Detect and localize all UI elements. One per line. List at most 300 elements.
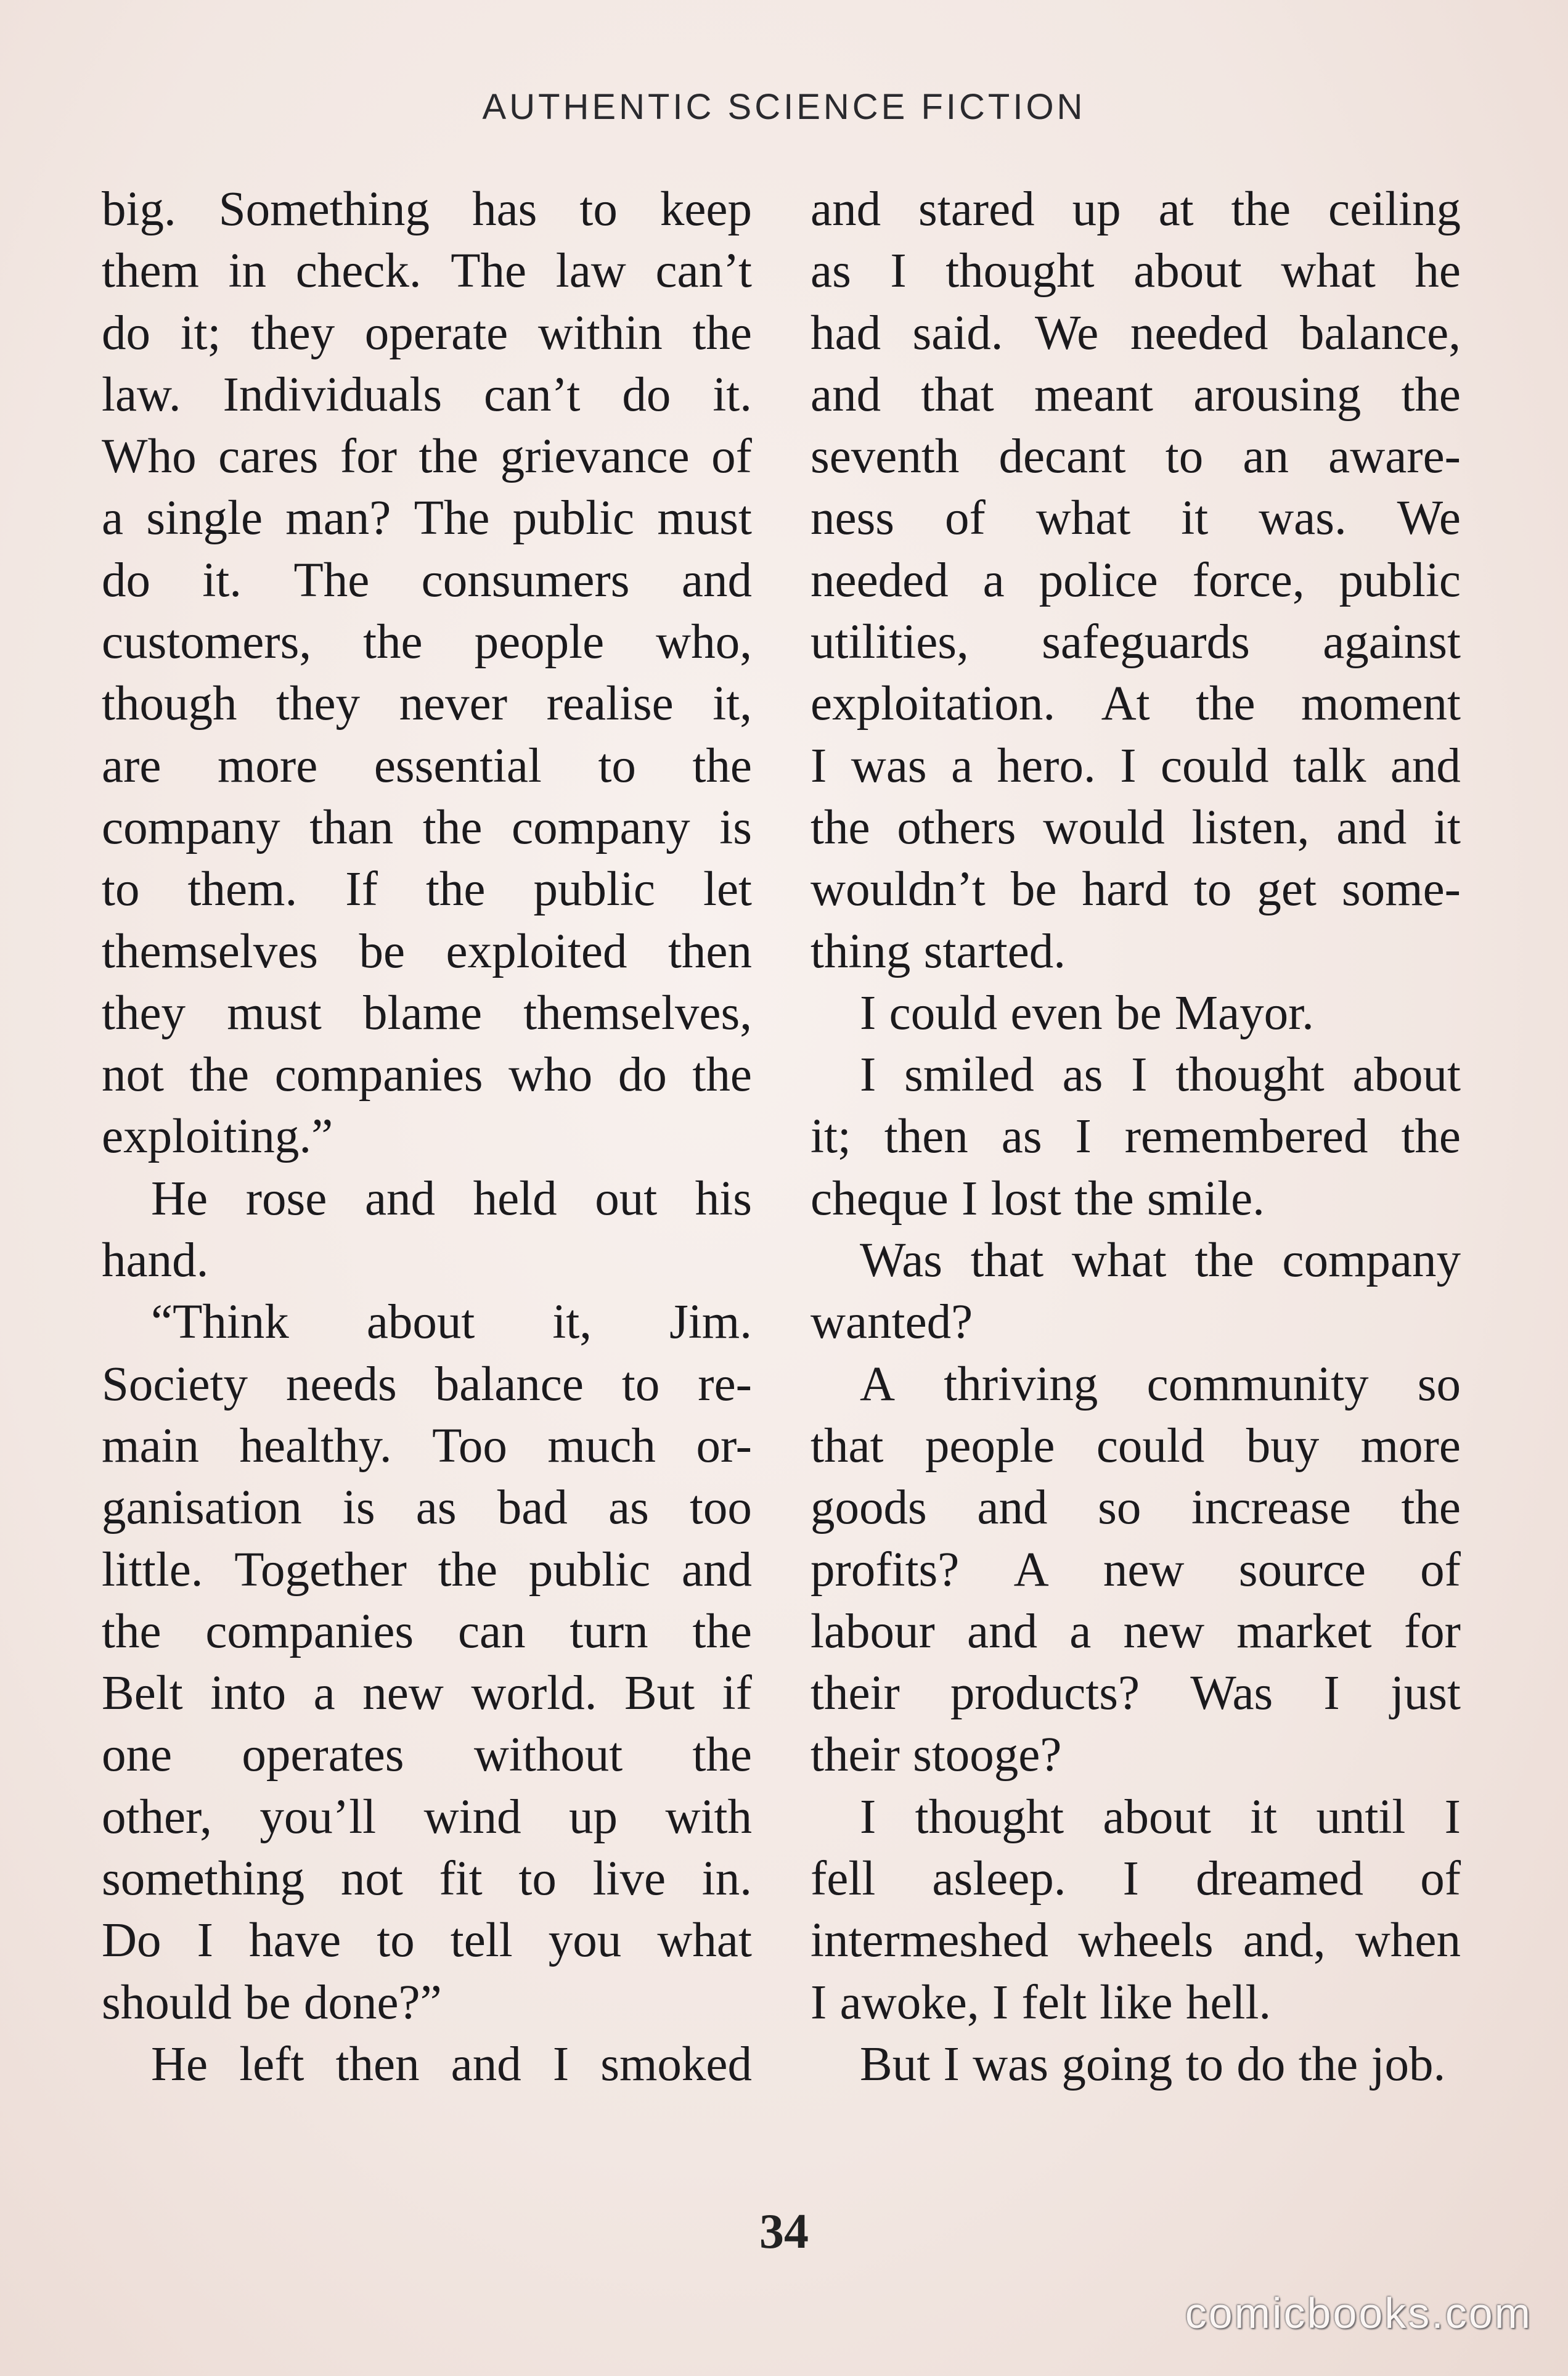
word: main — [102, 1419, 199, 1473]
word: is — [719, 800, 752, 854]
word: smiled — [904, 1048, 1034, 1102]
word: the — [1194, 1234, 1254, 1288]
word: a — [951, 739, 973, 793]
word: the — [1401, 1481, 1461, 1535]
word: products? — [950, 1666, 1140, 1721]
word: Individuals — [223, 367, 443, 422]
word: so — [1417, 1357, 1461, 1411]
word: tell — [450, 1914, 513, 1968]
word: the — [692, 306, 752, 360]
word: must — [657, 491, 752, 546]
word: the — [1231, 182, 1291, 236]
word: said. — [912, 306, 1003, 360]
word: about — [1133, 244, 1242, 298]
word: the — [1298, 2037, 1358, 2091]
word: healthy. — [239, 1419, 392, 1473]
word: companies — [205, 1604, 414, 1658]
word: hard — [1082, 862, 1169, 917]
text-line — [811, 1910, 1461, 1972]
word: remembered — [1124, 1110, 1368, 1164]
word: he — [1415, 244, 1461, 298]
word: the — [1196, 677, 1256, 731]
word: I — [860, 1790, 876, 1844]
text-line — [102, 859, 752, 920]
word: was. — [1259, 491, 1347, 546]
word: Mayor. — [1174, 986, 1314, 1040]
word: wheels — [1078, 1914, 1214, 1968]
word: about — [366, 1295, 475, 1350]
word: talk — [1292, 739, 1366, 793]
word: can’t — [655, 244, 752, 298]
text-line — [811, 2034, 1461, 2095]
text-line — [102, 303, 752, 364]
word: it — [1250, 1790, 1278, 1844]
word: going — [1061, 2037, 1173, 2091]
word: “Think — [151, 1295, 289, 1350]
word: until — [1316, 1790, 1406, 1844]
site-watermark: comicbooks.com — [1185, 2289, 1532, 2337]
word: cheque — [811, 1171, 949, 1226]
word: though — [102, 677, 237, 731]
left-text-column — [102, 179, 752, 2095]
word: to — [598, 739, 636, 793]
word: it, — [552, 1295, 592, 1350]
word: little. — [102, 1542, 203, 1597]
word: hand. — [102, 1234, 209, 1288]
word: themselves — [102, 924, 319, 978]
word: then — [668, 924, 752, 978]
word: can’t — [484, 367, 581, 422]
word: and — [811, 182, 881, 236]
word: customers, — [102, 615, 312, 670]
word: people — [925, 1419, 1055, 1473]
word: market — [1236, 1604, 1372, 1658]
word: Together — [234, 1542, 407, 1597]
word: He — [151, 1171, 208, 1226]
word: balance — [435, 1357, 584, 1411]
word: it, — [713, 677, 752, 731]
word: not — [340, 1852, 403, 1906]
word: I — [943, 2037, 960, 2091]
text-line — [102, 1972, 752, 2034]
word: the — [811, 800, 870, 854]
text-line — [102, 1230, 752, 1292]
word: one — [102, 1728, 173, 1782]
word: companies — [274, 1048, 483, 1102]
word: needed — [1130, 306, 1268, 360]
word: out — [595, 1171, 658, 1226]
word: arousing — [1193, 367, 1362, 422]
word: do — [1236, 2037, 1286, 2091]
text-line — [102, 179, 752, 240]
word: it; — [811, 1110, 851, 1164]
text-line — [102, 1106, 752, 1168]
word: was — [973, 2037, 1048, 2091]
text-line — [811, 1787, 1461, 1848]
word: what — [657, 1914, 752, 1968]
text-line — [102, 240, 752, 302]
word: Belt — [102, 1666, 183, 1721]
word: intermeshed — [811, 1914, 1049, 1968]
word: balance, — [1299, 306, 1461, 360]
word: and — [1390, 739, 1461, 793]
word: they — [102, 986, 186, 1040]
word: more — [217, 739, 318, 793]
word: public — [512, 491, 635, 546]
word: exploitation. — [811, 677, 1056, 731]
word: We — [1035, 306, 1099, 360]
word: I — [890, 244, 907, 298]
word: blame — [363, 986, 483, 1040]
text-line — [102, 673, 752, 735]
word: ness — [811, 491, 895, 546]
text-line — [811, 550, 1461, 612]
word: too — [689, 1481, 752, 1535]
word: do — [618, 1048, 667, 1102]
word: Something — [218, 182, 430, 236]
text-line — [811, 1539, 1461, 1601]
word: world. — [471, 1666, 597, 1721]
word: or- — [696, 1419, 752, 1473]
word: increase — [1191, 1481, 1351, 1535]
word: it — [1181, 491, 1209, 546]
word: in — [228, 244, 267, 298]
word: to — [1193, 862, 1232, 917]
text-line — [811, 1724, 1461, 1786]
word: the — [1074, 1171, 1134, 1226]
text-line — [102, 1601, 752, 1663]
word: within — [537, 306, 663, 360]
word: their — [811, 1728, 900, 1782]
word: re- — [698, 1357, 752, 1411]
word: not — [102, 1048, 164, 1102]
word: of — [1420, 1542, 1461, 1597]
word: who, — [656, 615, 752, 670]
word: the — [363, 615, 423, 670]
text-line — [811, 1044, 1461, 1106]
word: asleep. — [932, 1852, 1066, 1906]
word: the — [1401, 367, 1461, 422]
word: new — [362, 1666, 444, 1721]
word: and — [681, 553, 752, 607]
word: Society — [102, 1357, 248, 1411]
word: rose — [245, 1171, 327, 1226]
word: law. — [102, 367, 181, 422]
word: I — [197, 1914, 213, 1968]
word: the — [438, 1542, 498, 1597]
word: awoke, — [839, 1975, 979, 2030]
text-line — [811, 1663, 1461, 1724]
word: goods — [811, 1481, 927, 1535]
word: to — [1165, 430, 1204, 484]
word: I — [1075, 1110, 1092, 1164]
word: be — [1115, 986, 1162, 1040]
word: and, — [1243, 1914, 1326, 1968]
word: the — [102, 1604, 161, 1658]
word: company — [102, 800, 280, 854]
word: let — [703, 862, 752, 917]
word: single — [146, 491, 263, 546]
word: started. — [923, 924, 1066, 978]
text-line — [811, 921, 1461, 983]
text-line — [102, 2034, 752, 2095]
word: could — [1160, 739, 1269, 793]
word: of — [711, 430, 752, 484]
word: police — [1039, 553, 1158, 607]
word: you’ll — [259, 1790, 377, 1844]
word: themselves, — [523, 986, 752, 1040]
text-line — [811, 488, 1461, 549]
word: was — [851, 739, 927, 793]
word: operates — [242, 1728, 404, 1782]
word: fell — [811, 1852, 876, 1906]
word: seventh — [811, 430, 960, 484]
text-line — [811, 303, 1461, 364]
word: and — [681, 1542, 752, 1597]
word: then — [335, 2037, 420, 2091]
word: At — [1101, 677, 1150, 731]
word: force, — [1192, 553, 1305, 607]
word: I — [860, 986, 876, 1040]
word: as — [608, 1481, 649, 1535]
word: to — [579, 182, 618, 236]
word: realise — [546, 677, 674, 731]
text-line — [811, 673, 1461, 735]
word: some- — [1341, 862, 1461, 917]
word: at — [1158, 182, 1194, 236]
word: into — [210, 1666, 287, 1721]
word: I — [811, 1975, 827, 2030]
running-header: AUTHENTIC SCIENCE FICTION — [482, 87, 1086, 127]
word: I — [811, 739, 827, 793]
word: to — [621, 1357, 660, 1411]
text-line — [102, 1848, 752, 1910]
word: big. — [102, 182, 176, 236]
word: grievance — [500, 430, 690, 484]
word: check. — [295, 244, 422, 298]
word: without — [473, 1728, 623, 1782]
word: essential — [374, 739, 542, 793]
word: exploited — [446, 924, 627, 978]
text-line — [102, 1168, 752, 1230]
text-line — [811, 735, 1461, 797]
word: job. — [1371, 2037, 1446, 2091]
word: get — [1257, 862, 1317, 917]
word: stooge? — [913, 1728, 1062, 1782]
word: do — [622, 367, 671, 422]
text-line — [811, 1848, 1461, 1910]
text-line — [102, 364, 752, 426]
text-line — [102, 1477, 752, 1539]
word: meant — [1034, 367, 1153, 422]
word: had — [811, 306, 881, 360]
word: We — [1397, 491, 1461, 546]
text-line — [102, 612, 752, 673]
text-line — [811, 1601, 1461, 1663]
word: buy — [1246, 1419, 1320, 1473]
word: company — [1282, 1234, 1461, 1288]
text-line — [102, 921, 752, 983]
text-line — [102, 1539, 752, 1601]
word: so — [1098, 1481, 1141, 1535]
word: thought — [915, 1790, 1064, 1844]
word: thought — [945, 244, 1095, 298]
word: in. — [701, 1852, 752, 1906]
page-number: 34 — [759, 2205, 809, 2259]
word: it. — [713, 367, 752, 422]
word: to — [518, 1852, 557, 1906]
word: exploiting.” — [102, 1110, 333, 1164]
word: to — [1185, 2037, 1224, 2091]
text-line — [811, 1415, 1461, 1477]
text-line — [811, 983, 1461, 1044]
word: felt — [1021, 1975, 1087, 2030]
word: even — [1010, 986, 1103, 1040]
word: that — [811, 1419, 884, 1473]
word: of — [1420, 1852, 1461, 1906]
word: against — [1323, 615, 1461, 670]
word: should — [102, 1975, 232, 2030]
word: hero. — [997, 739, 1096, 793]
word: I — [1131, 1048, 1148, 1102]
word: about — [1103, 1790, 1211, 1844]
word: what — [1035, 491, 1131, 546]
word: as — [1001, 1110, 1042, 1164]
word: could — [1096, 1419, 1205, 1473]
word: people — [474, 615, 605, 670]
word: just — [1390, 1666, 1461, 1721]
word: the — [692, 739, 752, 793]
word: wind — [423, 1790, 521, 1844]
text-line — [811, 797, 1461, 859]
word: than — [309, 800, 394, 854]
word: as — [811, 244, 851, 298]
word: decant — [998, 430, 1126, 484]
word: his — [695, 1171, 752, 1226]
word: source — [1238, 1542, 1366, 1597]
word: I — [1444, 1790, 1461, 1844]
word: public — [1339, 553, 1461, 607]
word: of — [945, 491, 986, 546]
word: consumers — [421, 553, 630, 607]
word: about — [1352, 1048, 1461, 1102]
text-line — [811, 426, 1461, 488]
word: profits? — [811, 1542, 960, 1597]
word: I — [962, 1171, 978, 1226]
word: new — [1103, 1542, 1185, 1597]
word: more — [1360, 1419, 1461, 1473]
word: wouldn’t — [811, 862, 986, 917]
word: The — [414, 491, 490, 546]
word: others — [897, 800, 1016, 854]
word: what — [1281, 244, 1376, 298]
word: a — [1069, 1604, 1092, 1658]
word: But — [860, 2037, 931, 2091]
word: thought — [1175, 1048, 1325, 1102]
word: the — [422, 800, 483, 854]
word: I — [1323, 1666, 1340, 1721]
word: held — [473, 1171, 557, 1226]
word: Too — [432, 1419, 507, 1473]
word: must — [227, 986, 322, 1040]
word: I — [992, 1975, 1009, 2030]
word: lost — [990, 1171, 1061, 1226]
word: a — [313, 1666, 335, 1721]
word: hell. — [1185, 1975, 1272, 2030]
text-line — [102, 983, 752, 1044]
word: when — [1355, 1914, 1461, 1968]
word: it — [1434, 800, 1461, 854]
text-line — [102, 1415, 752, 1477]
text-line — [102, 1787, 752, 1848]
word: up — [1072, 182, 1121, 236]
word: needs — [285, 1357, 397, 1411]
word: needed — [811, 553, 949, 607]
word: the — [425, 862, 486, 917]
text-line — [811, 364, 1461, 426]
text-line — [811, 1354, 1461, 1415]
word: fit — [439, 1852, 483, 1906]
word: public — [528, 1542, 651, 1597]
word: done?” — [303, 1975, 442, 2030]
word: the — [692, 1604, 752, 1658]
word: ceiling — [1328, 182, 1461, 236]
word: they — [276, 677, 361, 731]
word: have — [249, 1914, 341, 1968]
word: other, — [102, 1790, 212, 1844]
word: company — [512, 800, 690, 854]
word: be — [1010, 862, 1057, 917]
word: then — [884, 1110, 968, 1164]
word: would — [1043, 800, 1165, 854]
word: I — [1120, 739, 1137, 793]
word: new — [1123, 1604, 1205, 1658]
word: they — [251, 306, 335, 360]
word: moment — [1301, 677, 1461, 731]
word: A — [860, 1357, 896, 1411]
word: But — [624, 1666, 695, 1721]
word: the — [419, 430, 479, 484]
text-line — [811, 1230, 1461, 1292]
word: and — [977, 1481, 1048, 1535]
word: aware- — [1328, 430, 1461, 484]
word: operate — [364, 306, 508, 360]
text-line — [102, 797, 752, 859]
word: that — [970, 1234, 1044, 1288]
word: it. — [202, 553, 242, 607]
word: if — [722, 1666, 752, 1721]
word: be — [359, 924, 406, 978]
word: the — [1401, 1110, 1461, 1164]
word: bad — [497, 1481, 568, 1535]
word: The — [451, 244, 527, 298]
word: and — [451, 2037, 521, 2091]
word: cares — [218, 430, 319, 484]
word: and — [1336, 800, 1407, 854]
word: what — [1071, 1234, 1167, 1288]
word: labour — [811, 1604, 935, 1658]
word: smoked — [600, 2037, 752, 2091]
text-line — [102, 735, 752, 797]
word: has — [472, 182, 537, 236]
word: thriving — [944, 1357, 1098, 1411]
text-line — [811, 240, 1461, 302]
word: like — [1100, 1975, 1173, 2030]
word: for — [1403, 1604, 1461, 1658]
word: He — [151, 2037, 208, 2091]
word: The — [293, 553, 370, 607]
word: utilities, — [811, 615, 969, 670]
